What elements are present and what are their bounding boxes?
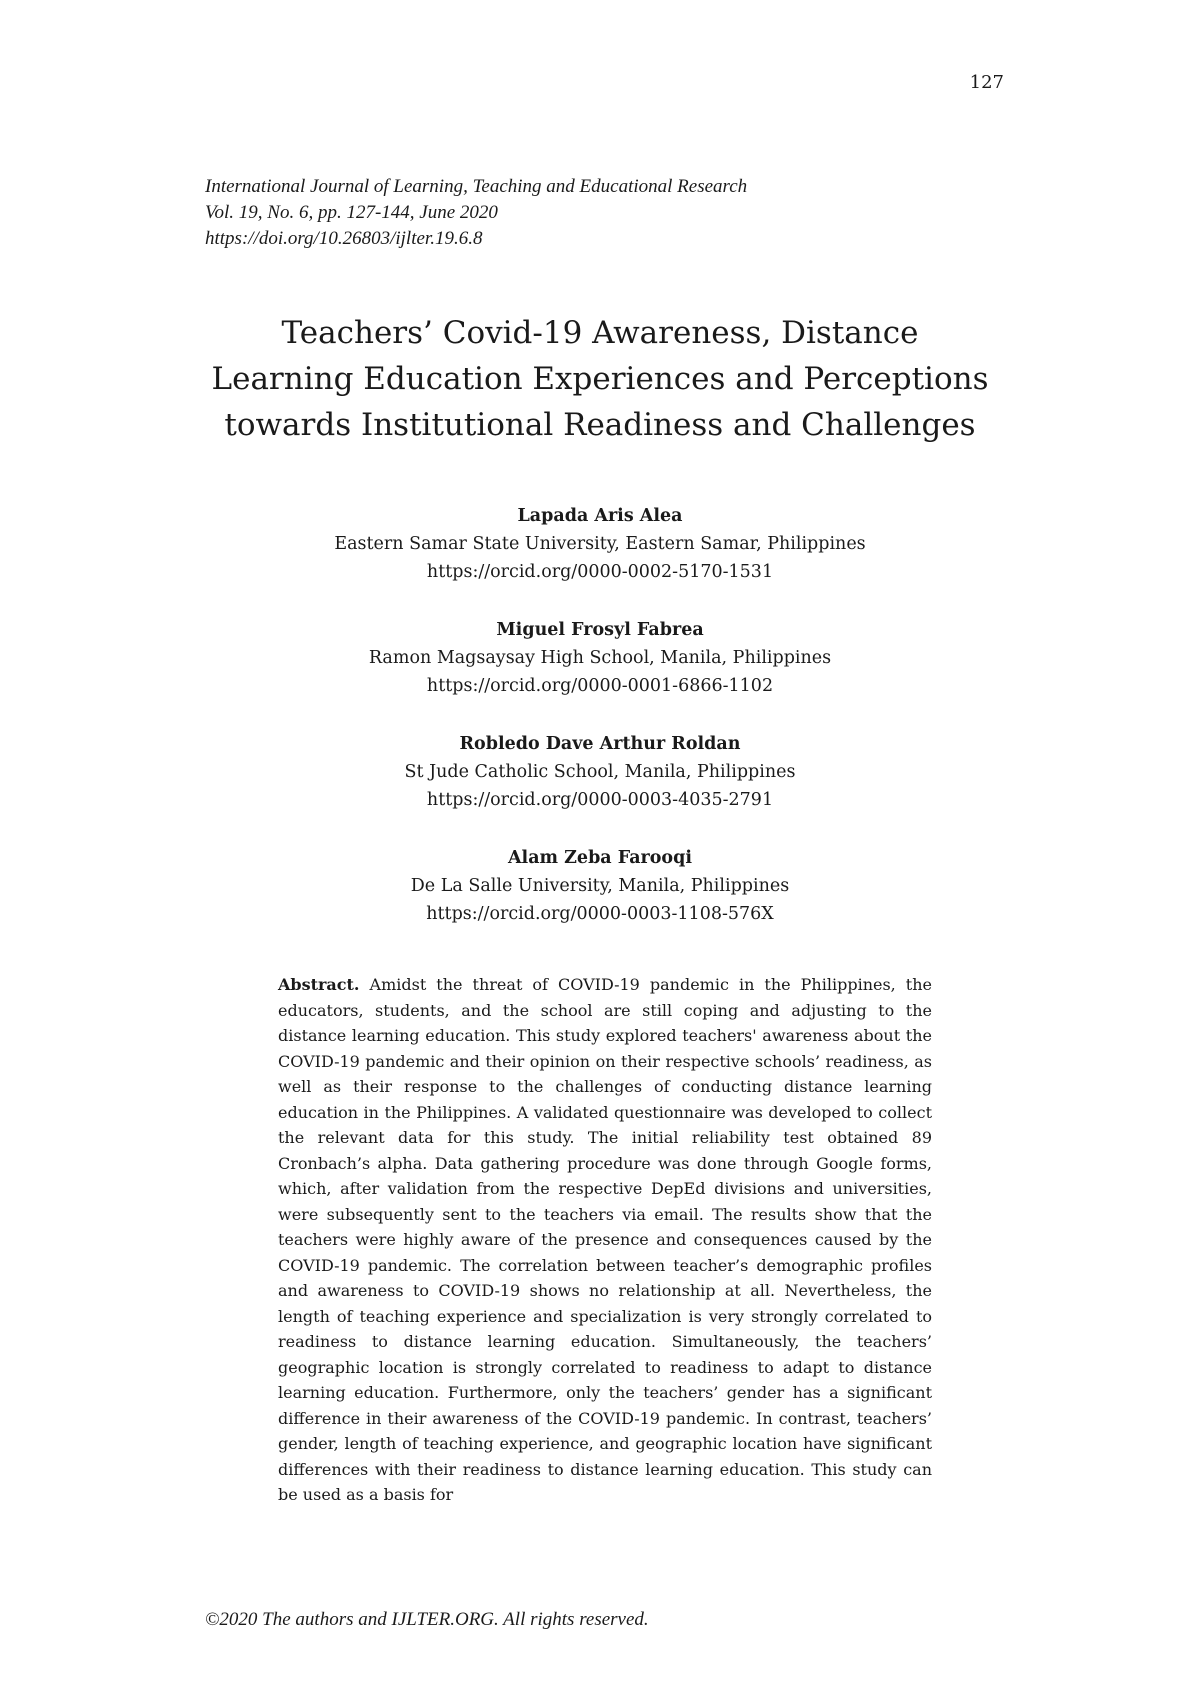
author-block — [180, 502, 1020, 586]
author-name: Miguel Frosyl Fabrea — [496, 620, 704, 640]
author-orcid-link[interactable]: https://orcid.org/0000-0003-4035-2791 — [426, 790, 774, 810]
author-affiliation: St Jude Catholic School, Manila, Philippines — [404, 762, 796, 782]
author-orcid-link[interactable]: https://orcid.org/0000-0002-5170-1531 — [426, 562, 774, 582]
author-list — [180, 502, 1020, 958]
paper-title — [170, 310, 1030, 448]
title-line-2: Learning Education Experiences and Perceptions — [211, 361, 989, 397]
author-block — [180, 730, 1020, 814]
author-affiliation: De La Salle University, Manila, Philippines — [410, 876, 790, 896]
author-affiliation: Ramon Magsaysay High School, Manila, Philippines — [368, 648, 832, 668]
author-orcid-link[interactable]: https://orcid.org/0000-0003-1108-576X — [426, 904, 774, 924]
journal-header — [205, 174, 747, 252]
abstract — [278, 972, 932, 1508]
author-block — [180, 616, 1020, 700]
title-line-3: towards Institutional Readiness and Challenges — [224, 407, 976, 443]
author-orcid-link[interactable]: https://orcid.org/0000-0001-6866-1102 — [426, 676, 774, 696]
author-name: Lapada Aris Alea — [517, 506, 683, 526]
author-block — [180, 844, 1020, 928]
page-number: 127 — [969, 72, 1004, 93]
abstract-label: Abstract. — [278, 975, 360, 994]
author-name: Robledo Dave Arthur Roldan — [459, 734, 741, 754]
journal-doi[interactable]: https://doi.org/10.26803/ijlter.19.6.8 — [205, 228, 483, 249]
author-affiliation: Eastern Samar State University, Eastern Samar, Philippines — [334, 534, 866, 554]
copyright-footer: ©2020 The authors and IJLTER.ORG. All rights reserved. — [205, 1609, 649, 1630]
title-line-1: Teachers’ Covid-19 Awareness, Distance — [281, 315, 919, 351]
abstract-text: Amidst the threat of COVID-19 pandemic in the Philippines, the educators, students, and the school are still coping and adjusting to the distance learning education. This study explored teachers' awareness about the COVID-19 pandemic and their opinion on their respective schools’ readiness, as well as their response to the challenges of conducting distance learning education in the Philippines. A validated questionnaire was developed to collect the relevant data for this study. The initial reliability test obtained 89 Cronbach’s alpha. Data gathering procedure was done through Google forms, which, after validation from the respective DepEd divisions and universities, were subsequently sent to the teachers via email. The results show that the teachers were highly aware of the presence and consequences caused by the COVID-19 pandemic. The correlation between teacher’s demographic profiles and awareness to COVID-19 shows no relationship at all. Nevertheless, the length of teaching experience and specialization is very strongly correlated to readiness to distance learning education. Simultaneously, the teachers’ geographic location is strongly correlated to readiness to adapt to distance learning education. Furthermore, only the teachers’ gender has a significant difference in their awareness of the COVID-19 pandemic. In contrast, teachers’ gender, length of teaching experience, and geographic location have significant differences with their readiness to distance learning education. This study can be used as a basis for — [278, 975, 933, 1504]
author-name: Alam Zeba Farooqi — [507, 848, 692, 868]
journal-volume: Vol. 19, No. 6, pp. 127-144, June 2020 — [205, 202, 498, 223]
journal-name: International Journal of Learning, Teaching and Educational Research — [205, 176, 748, 197]
